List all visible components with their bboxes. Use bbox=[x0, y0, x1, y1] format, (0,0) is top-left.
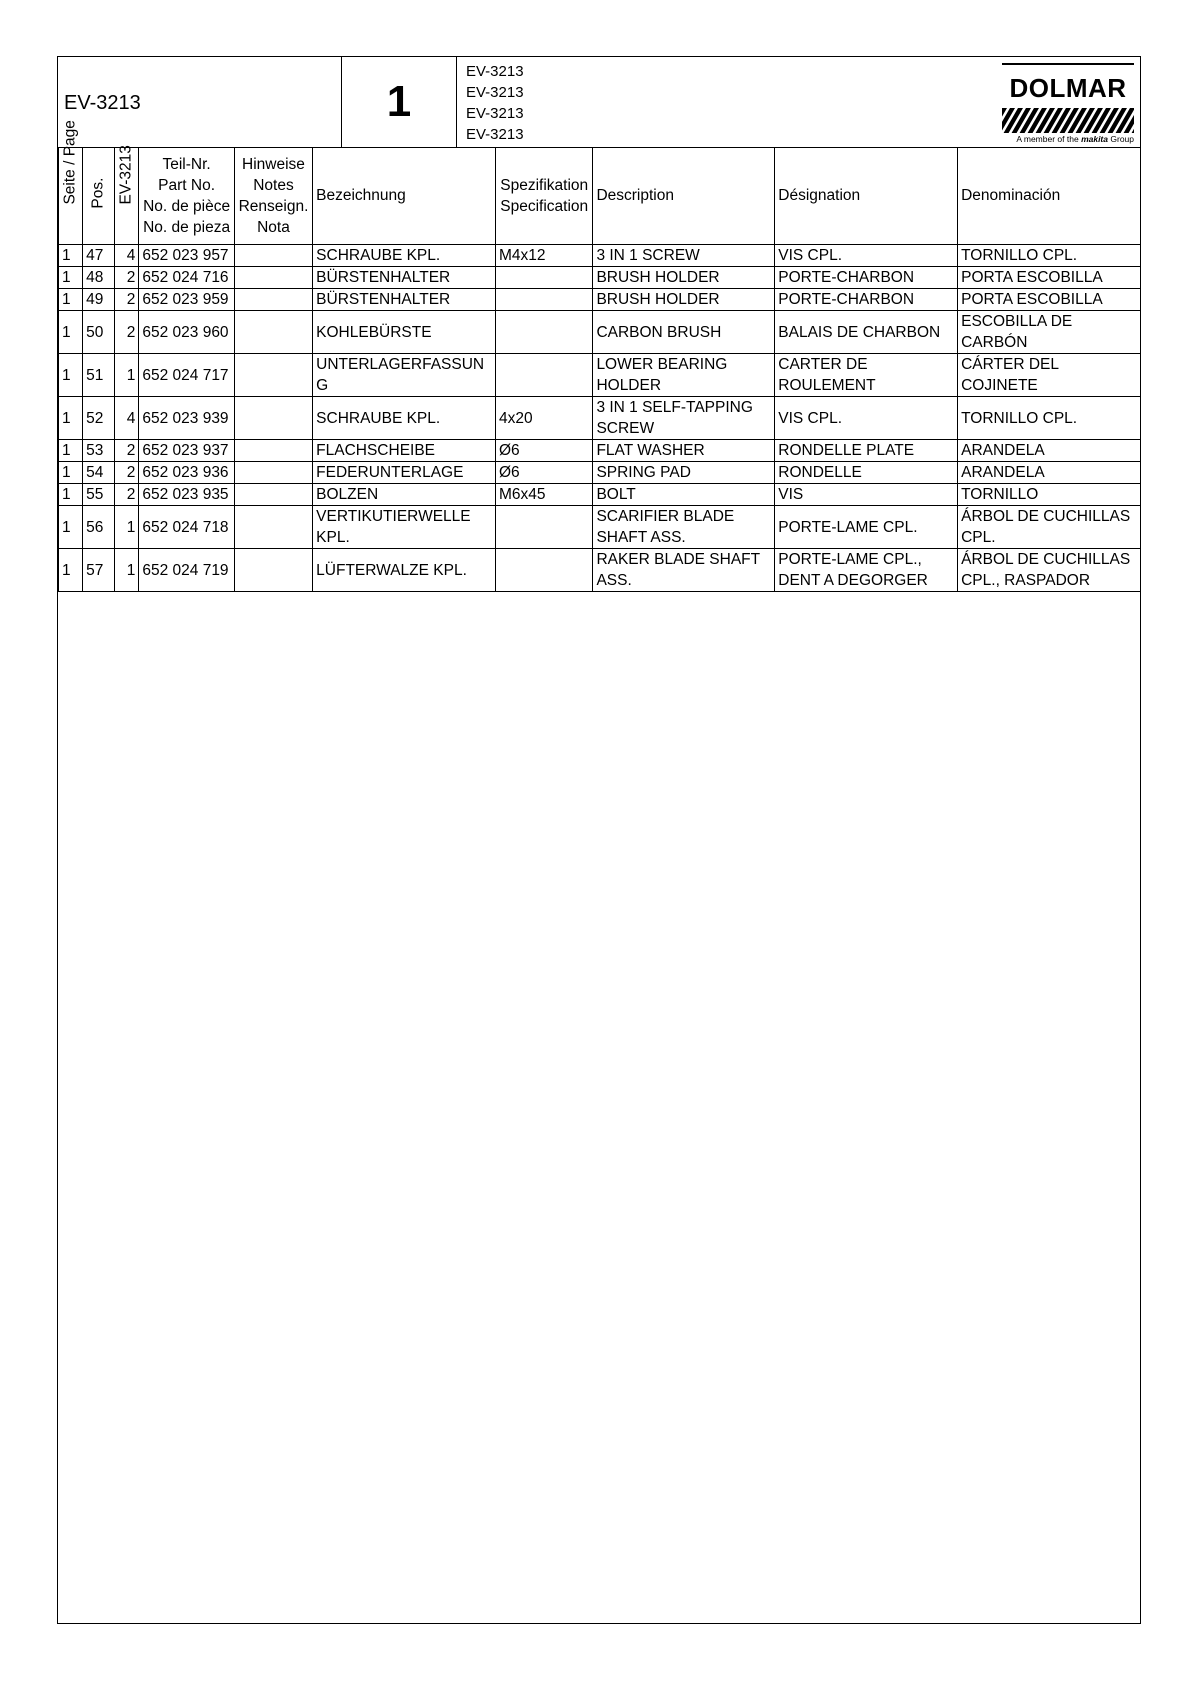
cell-spec: Ø6 bbox=[496, 440, 593, 462]
col-header-spec: Spezifikation Specification bbox=[496, 148, 593, 245]
table-row bbox=[59, 484, 1141, 506]
cell-denominacion: ESCOBILLA DE CARBÓN bbox=[958, 311, 1141, 354]
header-model: EV-3213 bbox=[64, 92, 141, 114]
cell-bezeichnung: BÜRSTENHALTER bbox=[313, 267, 496, 289]
cell-denominacion: TORNILLO bbox=[958, 484, 1141, 506]
col-header-page: Seite / Page bbox=[59, 148, 83, 245]
cell-qty: 2 bbox=[115, 289, 139, 311]
logo-member-text: A member of the makita Group bbox=[1016, 134, 1134, 144]
header-page-number: 1 bbox=[386, 77, 412, 126]
cell-designation: VIS bbox=[775, 484, 958, 506]
cell-page: 1 bbox=[59, 311, 83, 354]
cell-description: FLAT WASHER bbox=[593, 440, 775, 462]
cell-description: LOWER BEARING HOLDER bbox=[593, 354, 775, 397]
cell-part-no: 652 023 939 bbox=[139, 397, 234, 440]
cell-page: 1 bbox=[59, 484, 83, 506]
cell-denominacion: ÁRBOL DE CUCHILLAS CPL., RASPADOR bbox=[958, 549, 1141, 592]
table-row bbox=[59, 549, 1141, 592]
cell-pos: 55 bbox=[83, 484, 115, 506]
cell-qty: 2 bbox=[115, 440, 139, 462]
cell-page: 1 bbox=[59, 267, 83, 289]
cell-spec bbox=[496, 354, 593, 397]
logo-stripes-icon bbox=[1002, 108, 1134, 133]
cell-denominacion: CÁRTER DEL COJINETE bbox=[958, 354, 1141, 397]
cell-bezeichnung: LÜFTERWALZE KPL. bbox=[313, 549, 496, 592]
header-model-item: EV-3213 bbox=[466, 63, 524, 80]
cell-spec bbox=[496, 506, 593, 549]
cell-notes bbox=[234, 245, 312, 267]
cell-bezeichnung: FLACHSCHEIBE bbox=[313, 440, 496, 462]
cell-qty: 4 bbox=[115, 397, 139, 440]
cell-notes bbox=[234, 354, 312, 397]
cell-denominacion: ÁRBOL DE CUCHILLAS CPL. bbox=[958, 506, 1141, 549]
col-header-pos: Pos. bbox=[83, 148, 115, 245]
cell-part-no: 652 024 718 bbox=[139, 506, 234, 549]
cell-notes bbox=[234, 549, 312, 592]
cell-part-no: 652 023 959 bbox=[139, 289, 234, 311]
cell-qty: 1 bbox=[115, 506, 139, 549]
cell-part-no: 652 023 960 bbox=[139, 311, 234, 354]
cell-part-no: 652 024 717 bbox=[139, 354, 234, 397]
cell-page: 1 bbox=[59, 462, 83, 484]
cell-pos: 53 bbox=[83, 440, 115, 462]
cell-designation: PORTE-LAME CPL., DENT A DEGORGER bbox=[775, 549, 958, 592]
cell-bezeichnung: BÜRSTENHALTER bbox=[313, 289, 496, 311]
cell-pos: 54 bbox=[83, 462, 115, 484]
cell-qty: 1 bbox=[115, 354, 139, 397]
cell-designation: RONDELLE bbox=[775, 462, 958, 484]
table-row bbox=[59, 245, 1141, 267]
cell-description: BRUSH HOLDER bbox=[593, 267, 775, 289]
col-header-designation: Désignation bbox=[775, 148, 958, 245]
cell-spec: M6x45 bbox=[496, 484, 593, 506]
col-header-part-no: Teil-Nr. Part No. No. de pièce No. de pieza bbox=[139, 148, 234, 245]
cell-page: 1 bbox=[59, 354, 83, 397]
cell-page: 1 bbox=[59, 245, 83, 267]
cell-page: 1 bbox=[59, 440, 83, 462]
cell-pos: 47 bbox=[83, 245, 115, 267]
col-header-bezeichnung: Bezeichnung bbox=[313, 148, 496, 245]
cell-description: 3 IN 1 SCREW bbox=[593, 245, 775, 267]
cell-spec bbox=[496, 549, 593, 592]
cell-denominacion: PORTA ESCOBILLA bbox=[958, 267, 1141, 289]
cell-bezeichnung: BOLZEN bbox=[313, 484, 496, 506]
cell-part-no: 652 024 716 bbox=[139, 267, 234, 289]
header-model-list bbox=[466, 61, 524, 145]
cell-spec bbox=[496, 289, 593, 311]
cell-qty: 2 bbox=[115, 311, 139, 354]
table-row bbox=[59, 462, 1141, 484]
cell-part-no: 652 023 957 bbox=[139, 245, 234, 267]
cell-notes bbox=[234, 462, 312, 484]
sheet-header bbox=[58, 57, 1140, 148]
header-model-item: EV-3213 bbox=[466, 84, 524, 101]
cell-description: RAKER BLADE SHAFT ASS. bbox=[593, 549, 775, 592]
cell-designation: BALAIS DE CHARBON bbox=[775, 311, 958, 354]
header-model-item: EV-3213 bbox=[466, 126, 524, 143]
cell-bezeichnung: FEDERUNTERLAGE bbox=[313, 462, 496, 484]
table-row bbox=[59, 289, 1141, 311]
cell-bezeichnung: UNTERLAGERFASSUN G bbox=[313, 354, 496, 397]
cell-qty: 2 bbox=[115, 462, 139, 484]
cell-page: 1 bbox=[59, 397, 83, 440]
cell-designation: PORTE-CHARBON bbox=[775, 267, 958, 289]
cell-designation: RONDELLE PLATE bbox=[775, 440, 958, 462]
cell-pos: 56 bbox=[83, 506, 115, 549]
cell-bezeichnung: SCHRAUBE KPL. bbox=[313, 397, 496, 440]
cell-description: BRUSH HOLDER bbox=[593, 289, 775, 311]
table-row bbox=[59, 506, 1141, 549]
cell-notes bbox=[234, 397, 312, 440]
col-header-model-qty: EV-3213 bbox=[115, 148, 139, 245]
cell-pos: 51 bbox=[83, 354, 115, 397]
cell-notes bbox=[234, 311, 312, 354]
cell-qty: 2 bbox=[115, 484, 139, 506]
cell-description: 3 IN 1 SELF-TAPPING SCREW bbox=[593, 397, 775, 440]
table-row bbox=[59, 311, 1141, 354]
cell-page: 1 bbox=[59, 289, 83, 311]
cell-bezeichnung: VERTIKUTIERWELLE KPL. bbox=[313, 506, 496, 549]
dolmar-logo bbox=[1002, 63, 1134, 143]
cell-description: SPRING PAD bbox=[593, 462, 775, 484]
cell-pos: 49 bbox=[83, 289, 115, 311]
cell-designation: VIS CPL. bbox=[775, 245, 958, 267]
logo-brand: DOLMAR bbox=[1009, 73, 1127, 103]
cell-spec: M4x12 bbox=[496, 245, 593, 267]
parts-sheet bbox=[57, 56, 1141, 1624]
header-divider bbox=[456, 57, 457, 147]
cell-bezeichnung: KOHLEBÜRSTE bbox=[313, 311, 496, 354]
cell-spec bbox=[496, 267, 593, 289]
cell-description: CARBON BRUSH bbox=[593, 311, 775, 354]
cell-designation: PORTE-LAME CPL. bbox=[775, 506, 958, 549]
cell-pos: 50 bbox=[83, 311, 115, 354]
cell-part-no: 652 023 936 bbox=[139, 462, 234, 484]
cell-denominacion: TORNILLO CPL. bbox=[958, 245, 1141, 267]
cell-notes bbox=[234, 440, 312, 462]
cell-notes bbox=[234, 484, 312, 506]
cell-denominacion: TORNILLO CPL. bbox=[958, 397, 1141, 440]
cell-bezeichnung: SCHRAUBE KPL. bbox=[313, 245, 496, 267]
col-header-notes: Hinweise Notes Renseign. Nota bbox=[234, 148, 312, 245]
col-header-denominacion: Denominación bbox=[958, 148, 1141, 245]
table-row bbox=[59, 267, 1141, 289]
cell-denominacion: PORTA ESCOBILLA bbox=[958, 289, 1141, 311]
cell-part-no: 652 023 935 bbox=[139, 484, 234, 506]
cell-spec bbox=[496, 311, 593, 354]
cell-qty: 2 bbox=[115, 267, 139, 289]
parts-table-body bbox=[59, 245, 1141, 592]
table-row bbox=[59, 440, 1141, 462]
table-row bbox=[59, 354, 1141, 397]
cell-page: 1 bbox=[59, 506, 83, 549]
table-row bbox=[59, 397, 1141, 440]
cell-spec: Ø6 bbox=[496, 462, 593, 484]
cell-notes bbox=[234, 289, 312, 311]
cell-designation: VIS CPL. bbox=[775, 397, 958, 440]
table-header-row bbox=[59, 148, 1141, 245]
cell-notes bbox=[234, 267, 312, 289]
header-model-item: EV-3213 bbox=[466, 105, 524, 122]
cell-designation: PORTE-CHARBON bbox=[775, 289, 958, 311]
cell-part-no: 652 024 719 bbox=[139, 549, 234, 592]
cell-spec: 4x20 bbox=[496, 397, 593, 440]
cell-page: 1 bbox=[59, 549, 83, 592]
cell-qty: 4 bbox=[115, 245, 139, 267]
cell-pos: 57 bbox=[83, 549, 115, 592]
cell-denominacion: ARANDELA bbox=[958, 462, 1141, 484]
col-header-description: Description bbox=[593, 148, 775, 245]
cell-designation: CARTER DE ROULEMENT bbox=[775, 354, 958, 397]
cell-description: BOLT bbox=[593, 484, 775, 506]
cell-qty: 1 bbox=[115, 549, 139, 592]
cell-part-no: 652 023 937 bbox=[139, 440, 234, 462]
cell-description: SCARIFIER BLADE SHAFT ASS. bbox=[593, 506, 775, 549]
cell-pos: 52 bbox=[83, 397, 115, 440]
cell-pos: 48 bbox=[83, 267, 115, 289]
cell-notes bbox=[234, 506, 312, 549]
logo-rule bbox=[1002, 63, 1134, 65]
cell-denominacion: ARANDELA bbox=[958, 440, 1141, 462]
